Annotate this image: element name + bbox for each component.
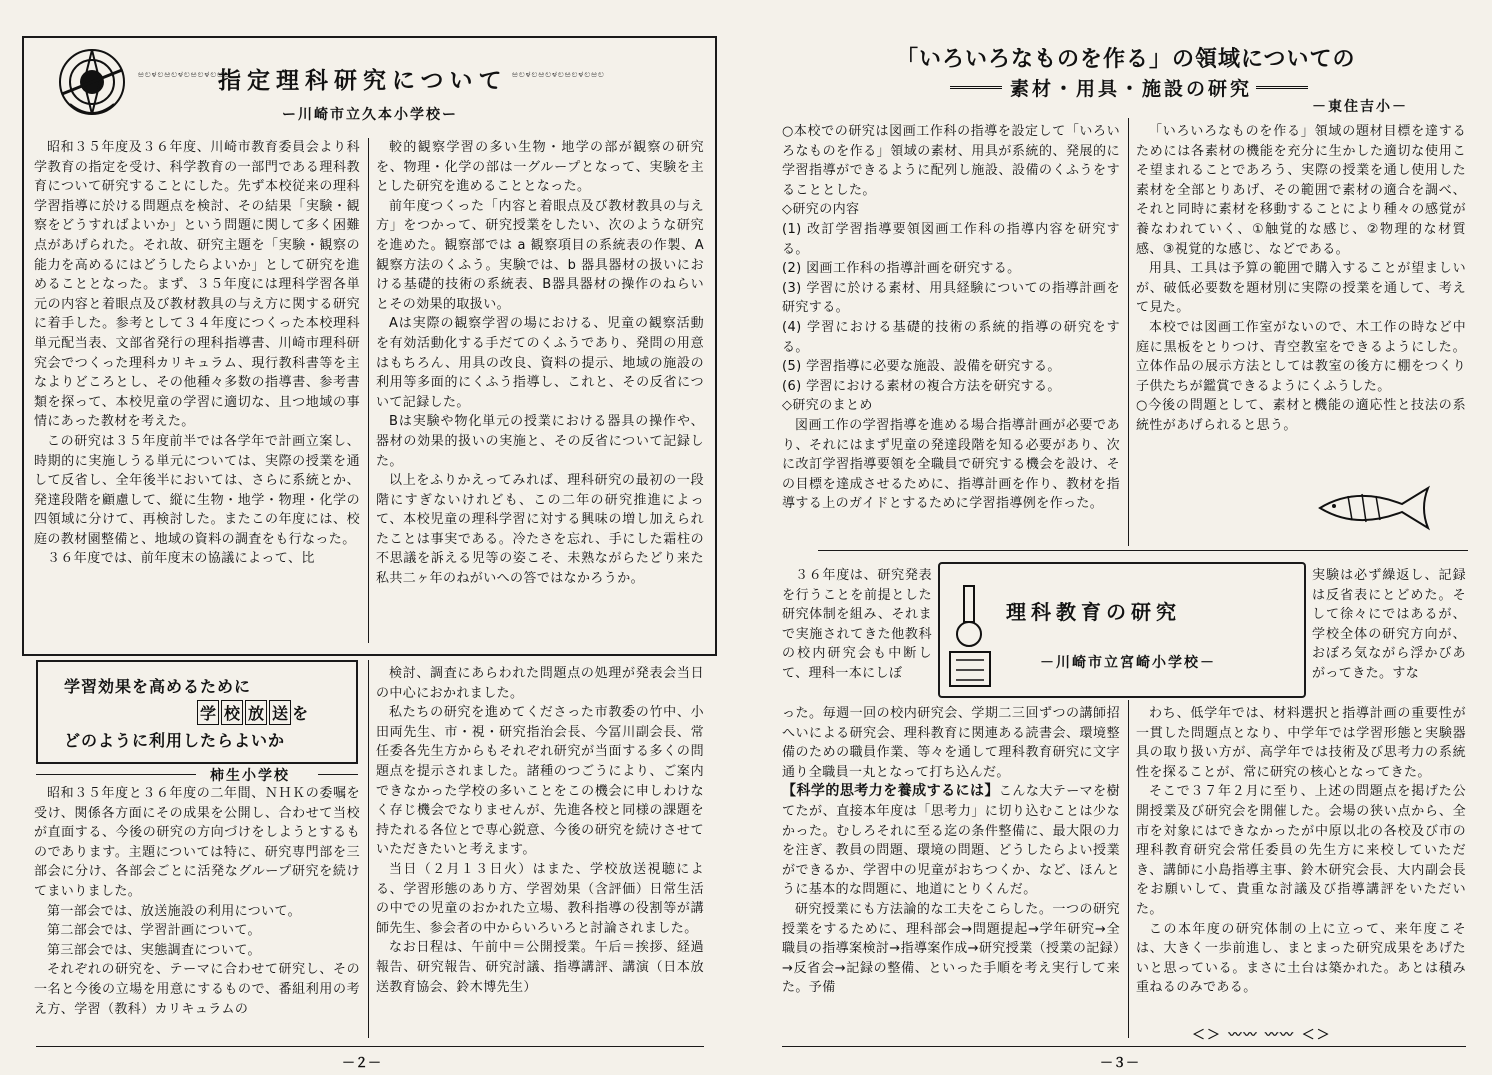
article-higashisumiyoshi-col2: [1136, 122, 1466, 436]
section-heading: 【科学的思考力を養成するには】: [782, 783, 999, 800]
title-deco-left: ಱಲಳಲಱಲಳಲಱಲಳಲಱಲ: [138, 70, 231, 80]
paragraph: (5) 学習指導に必要な施設、設備を研究する。: [782, 359, 1061, 375]
article-hisamoto-school: ー川崎市立久本小学校ー: [282, 107, 458, 123]
title-double-rule-left: [950, 86, 1002, 89]
kakio-rule-left: [36, 774, 196, 775]
section-heading-body: こんな大テーマを樹てたが、直接本年度は「思考力」に切り込むことは少なかった。むしろそれに至る迄の条件整備に、最大限の力を注ぎ、教員の問題、環境の問題、どうしたらよい授業ができるか、学習中の児童がおちつくか、など、ほんとうに基本的な問題に、地道にとりくんだ。: [782, 784, 1120, 898]
paragraph: ○今後の問題として、素材と機能の適応性と技法の系統性があげられると思う。: [1136, 398, 1466, 433]
article-miyazaki-title: 理科教育の研究: [1006, 600, 1181, 624]
paragraph: この本年度の研究体制の上に立って、来年度こそは、大きく一歩前進し、まとまった研究成果をあげたいと思っている。まさに土台は築かれた。あとは積み重ねるのみである。: [1136, 921, 1466, 996]
paragraph: 研究授業にも方法論的な工夫をこらした。一つの研究授業をするために、理科部会→問題提起→学年研究→全職員の指導案検討→指導案作成→研究授業（授業の記録）→反省会→記録の整備、といった手順を考え実行して来た。予備: [782, 901, 1120, 996]
paragraph: Aは実際の観察学習の場における、児童の観察活動を有効活動化する手だてのくふうであり、発問の用意はもちろん、用具の改良、資料の提示、地域の施設の利用等多面的にくふう指導し、これと、その反省について記録した。: [376, 316, 704, 410]
title-double-rule-right: [1256, 86, 1308, 89]
paragraph: 以上をふりかえってみれば、理科研究の最初の一段階にすぎないけれども、この二年の研究推進によって、本校児童の理科学習に対する興味の増し加えられたことは事実である。冷たさを忘れ、手にした霜柱の不思議を訴える児等の姿こそ、未熟ながらたどり来た私共二ヶ年のねがいへの答ではなかろうか。: [376, 473, 704, 587]
article-higashisumiyoshi-school: －東住吉小－: [1312, 99, 1408, 115]
article-miyazaki-left-narrow: [782, 566, 932, 684]
column-divider: [1128, 700, 1129, 1038]
paragraph: ３６年度は、研究発表を行うことを前提とした研究体制を組み、それまで実施されてきた他教科の校内研究会も中断して、理科一本にしぼ: [782, 568, 932, 681]
article-kakio-school: 柿生小学校: [210, 768, 290, 784]
article-hisamoto-title: 指定理科研究について: [218, 68, 508, 94]
article-miyazaki-right-narrow: [1312, 566, 1466, 684]
article-hisamoto-col2: [376, 138, 704, 589]
paragraph: 第二部会では、学習計画について。: [47, 923, 261, 939]
paragraph: なお日程は、午前中＝公開授業。午后＝挨拶、経過報告、研究報告、研究討議、指導講評、講演（日本放送教育協会、鈴木博先生）: [376, 940, 704, 995]
article-hisamoto-col1: [34, 138, 360, 569]
paragraph: 昭和３５年度と３６年度の二年間、ＮＨＫの委嘱を受け、関係各方面にその成果を公開し、合わせて当校が直面する、今後の研究の方向づけをしようとするものであります。主題については特に、研究専門部を三部会に分け、各部会ごとに活発なグループ研究を続けてまいりました。: [34, 786, 360, 899]
paragraph: 昭和３５年度及３６年度、川崎市教育委員会より科学教育の指定を受け、科学教育の一部門である理科教育について研究することにした。先ず本校従来の理科学習指導に於ける問題点を検討、その結果「実験・観察をどうすればよいか」という問題に関して多く困難点があげられた。それ故、研究主題を「実験・観察の能力を高めるにはどうしたらよいか」として研究を進めることとなった。まず、３５年度には理科学習各単元の内容と着眼点及び教材教具の与え方に関する研究に着手した。参考として３４年度につくった本校理科単元配当表、文部省発行の理科指導書、川崎市理科研究会でつくった理科カリキュラム、現行教科書等を主なよりどころとし、その他種々多数の指導書、参考書類を探って、本校児童の学習に適切な、且つ地域の事情にあった教材を考えた。: [34, 140, 360, 430]
article-higashisumiyoshi-title: 「いろいろなものを作る」の領域についての: [896, 47, 1356, 72]
paragraph: 当日（２月１３日火）はまた、学校放送視聴による、学習形態のあり方、学習効果（含評価）日常生活の中での児童のおかれた立場、教科指導の役割等が講師先生、参会者の中からいろいろと討論されました。: [376, 861, 704, 936]
column-divider: [368, 660, 369, 1038]
article-higashisumiyoshi-subtitle: 素材・用具・施設の研究: [1010, 78, 1253, 100]
section-separator: [818, 550, 1468, 551]
paragraph: ◇研究の内容: [782, 202, 860, 218]
paragraph: ３６年度では、前年度末の協議によって、比: [47, 551, 315, 567]
title-deco-right: ಱಲಳಲಱಲಳಲಱಲಳಲಱಲ: [512, 70, 605, 80]
page-number: －３－: [1100, 1056, 1140, 1071]
article-miyazaki-col1: [782, 704, 1120, 998]
paragraph: (4) 学習における基礎的技術の系統的指導の研究をする。: [782, 319, 1120, 355]
paragraph: (1) 改訂学習指導要領図画工作科の指導内容を研究する。: [782, 221, 1120, 257]
closing-decoration: ＜＞ 〰〰 〰〰 ＜＞: [1192, 1028, 1332, 1043]
lab-equipment-illustration-icon: [946, 582, 998, 690]
article-miyazaki-col2: [1136, 704, 1466, 998]
article-kakio-title-line1: 学習効果を高めるために: [64, 677, 252, 696]
paragraph: った。毎週一回の校内研究会、学期二三回ずつの講師招へいによる研究会、理科教育に関連ある読書会、環境整備のための職員作業、等々を通して理科教育研究に文字通り全職員一丸となって打ち込んだ。: [782, 706, 1120, 780]
page-bottom-rule: [36, 1046, 704, 1047]
paragraph: (2) 図画工作科の指導計画を研究する。: [782, 261, 1021, 277]
paragraph: 図画工作の学習指導を進める場合指導計画が必要であり、それにはまず児童の発達段階を知る必要があり、次に改訂学習指導要領を全職員で研究する機会を設け、その目標を達成させるために、指導計画を作り、教材を指導する上のガイドとするために学習指導例を作った。: [782, 417, 1120, 512]
paragraph: 本校では図画工作室がないので、木工作の時など中庭に黒板をとりつけ、青空教室をできるようにした。立体作品の展示方法としては教室の後方に棚をつくり子供たちが鑑賞できるようにくふうした。: [1136, 319, 1466, 394]
paragraph: Bは実験や物化単元の授業における器具の操作や、器材の効果的扱いの実施と、その反省について記録した。: [376, 414, 704, 469]
kakio-rule-right: [318, 774, 358, 775]
paragraph: この研究は３５年度前半では各学年で計画立案し、時期的に実施しうる単元については、実際の授業を通して反省し、全年後半においては、さらに系統とか、発達段階を顧慮して、縦に生物・地学・物理・化学の四領域に分けて、再検討した。またこの年度には、校庭の教材園整備と、地域の資料の調査をも行なった。: [34, 433, 360, 547]
paragraph: ○本校での研究は図画工作科の指導を設定して「いろいろなものを作る」領域の素材、用具が系統的、発展的に学習指導ができるように配列し施設、設備のくふうをすることとした。: [782, 124, 1120, 198]
article-kakio-title-line3: どのように利用したらよいか: [64, 731, 286, 750]
paragraph: (6) 学習における素材の複合方法を研究する。: [782, 378, 1061, 394]
article-kakio-col2: [376, 664, 704, 997]
fish-illustration-icon: [1316, 484, 1440, 532]
paragraph: わち、低学年では、材料選択と指導計画の重要性が一貫した問題点となり、中学年では学習形態と実験器具の取り扱い方が、高学年では技術及び思考力の系統性を探ることが、常に研究の核心となってきた。: [1136, 706, 1466, 780]
article-kakio-title-line2: 学 校 放 送 を: [196, 700, 308, 725]
paragraph: 私たちの研究を進めてくださった市教委の竹中、小田両先生、市・視・研究指治会長、今冨川副会長、常任委各先生方からもそれぞれ研究が当面する多くの問題点を提示されました。諸種のつごうにより、ご案内できなかった学校の多いことをこの機会に申しわけなく存じ機会でなりませんが、先進各校と同様の課題を持たれる各位とで専心鋭意、今後の研究を続けさせていただきたいと考えます。: [376, 705, 704, 858]
article-miyazaki-school: －川崎市立宮崎小学校－: [1040, 655, 1216, 671]
science-emblem-icon: [52, 42, 132, 122]
paragraph: そこで３７年２月に至り、上述の問題点を掲げた公開授業及び研究会を開催した。会場の狭い点から、全市を対象にはできなかったが中原以北の各校及び市の理科教育研究会常任委員の先生方に来校していただき、講師に小島指導主事、鈴木研究会長、大内副会長をお願いして、貴重な討議及び指導講評をいただいた。: [1136, 784, 1466, 917]
paragraph: 第三部会では、実態調査について。: [47, 942, 261, 958]
article-higashisumiyoshi-col1: [782, 122, 1120, 514]
paragraph: 実験は必ず繰返し、記録は反省表にとどめた。そして徐々にではあるが、学校全体の研究方向が、おぼろ気ながら浮かびあがってきた。すな: [1312, 568, 1466, 681]
page-3: [760, 0, 1492, 1075]
column-divider: [368, 138, 369, 643]
paragraph: 検討、調査にあらわれた問題点の処理が発表会当日の中心におかれました。: [376, 666, 704, 701]
column-divider: [1128, 118, 1129, 546]
paragraph: ◇研究のまとめ: [782, 398, 873, 414]
section-heading-paragraph: [782, 782, 1120, 900]
paragraph: 第一部会では、放送施設の利用について。: [47, 903, 302, 919]
page-number: －２－: [342, 1056, 382, 1071]
paragraph: 前年度つくった「内容と着眼点及び教材教具の与え方」をつかって、研究授業をしたい、次のような研究を進めた。観察部では a 観察項目の系統表の作製、A観察方法のくふう。実験では、b 器具器材の扱いにおける基礎的技術の系統表、B器具器材の操作のねらいとその効果的取扱い。: [376, 198, 704, 312]
paragraph: 用具、工具は予算の範囲で購入することが望ましいが、破低必要数を題材別に実際の授業を通して、考えて見た。: [1136, 261, 1466, 316]
paragraph: 較的観察学習の多い生物・地学の部が観察の研究を、物理・化学の部は一グループとなって、実験を主とした研究を進めることとなった。: [376, 140, 704, 195]
paragraph: (3) 学習に於ける素材、用具経験についての指導計画を研究する。: [782, 280, 1120, 316]
paragraph: 「いろいろなものを作る」領域の題材目標を達するためには各素材の機能を充分に生かした適切な使用こそ望まれることであろう、実際の授業を通し使用した素材を全部とりあげ、その範囲で素材の適合を調べ、それと同時に素材を移動することにより種々の感覚が養なわれていく、①触覚的な感じ、②物理的な材質感、③視覚的な感じ、などである。: [1136, 124, 1466, 257]
page-bottom-rule: [782, 1046, 1466, 1047]
paragraph: それぞれの研究を、テーマに合わせて研究し、その一名と今後の立場を用意にするもので、番組利用の考え方、学習（教科）カリキュラムの: [34, 962, 360, 1017]
page-2: [0, 0, 735, 1075]
article-kakio-col1: [34, 784, 360, 1019]
